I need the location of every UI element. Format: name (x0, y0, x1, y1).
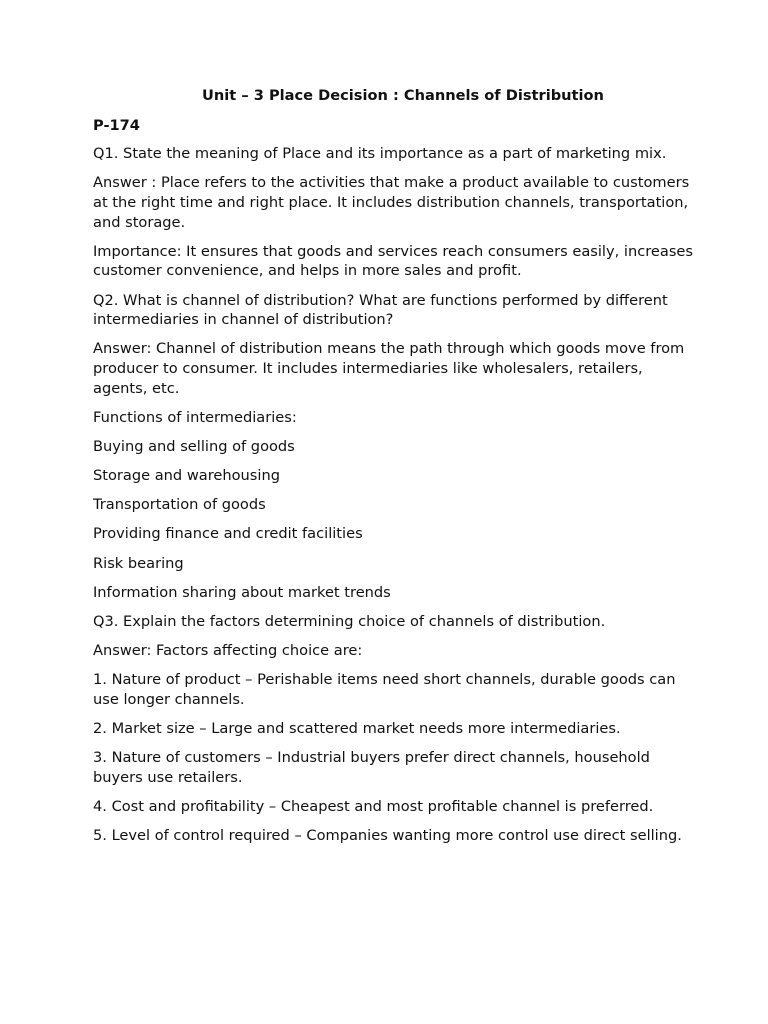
question-2: Q2. What is channel of distribution? What are functions performed by different intermediaries in channel of distribution? (93, 291, 668, 329)
page-reference: P-174 (93, 116, 140, 134)
answer-2: Answer: Channel of distribution means the path through which goods move from producer to consumer. It includes intermediaries like wholesalers, retailers, agents, etc. (93, 340, 685, 397)
question-1: Q1. State the meaning of Place and its importance as a part of marketing mix. (93, 145, 667, 163)
document-title: Unit – 3 Place Decision : Channels of Distribution (202, 87, 604, 104)
function-item: Transportation of goods (93, 496, 266, 514)
importance-paragraph: Importance: It ensures that goods and services reach consumers easily, increases customer convenience, and helps in more sales and profit. (93, 242, 694, 280)
factor-item: 4. Cost and profitability – Cheapest and most profitable channel is preferred. (93, 798, 654, 816)
function-item: Risk bearing (93, 554, 184, 572)
answer-3: Answer: Factors affecting choice are: (93, 642, 363, 660)
function-item: Buying and selling of goods (93, 437, 295, 455)
factor-item: 3. Nature of customers – Industrial buyers prefer direct channels, household buyers use retailers. (93, 749, 650, 786)
document-page (93, 86, 693, 856)
factor-item: 2. Market size – Large and scattered market needs more intermediaries. (93, 720, 621, 738)
functions-heading: Functions of intermediaries: (93, 408, 297, 426)
factor-item: 1. Nature of product – Perishable items need short channels, durable goods can use longer channels. (93, 671, 676, 708)
question-3: Q3. Explain the factors determining choice of channels of distribution. (93, 613, 606, 630)
function-item: Information sharing about market trends (93, 583, 391, 601)
function-item: Providing finance and credit facilities (93, 525, 363, 543)
answer-1: Answer : Place refers to the activities that make a product available to customers at the right time and right place. It includes distribution channels, transportation, and storage. (93, 174, 690, 231)
factor-item: 5. Level of control required – Companies wanting more control use direct selling. (93, 827, 682, 845)
function-item: Storage and warehousing (93, 467, 280, 485)
